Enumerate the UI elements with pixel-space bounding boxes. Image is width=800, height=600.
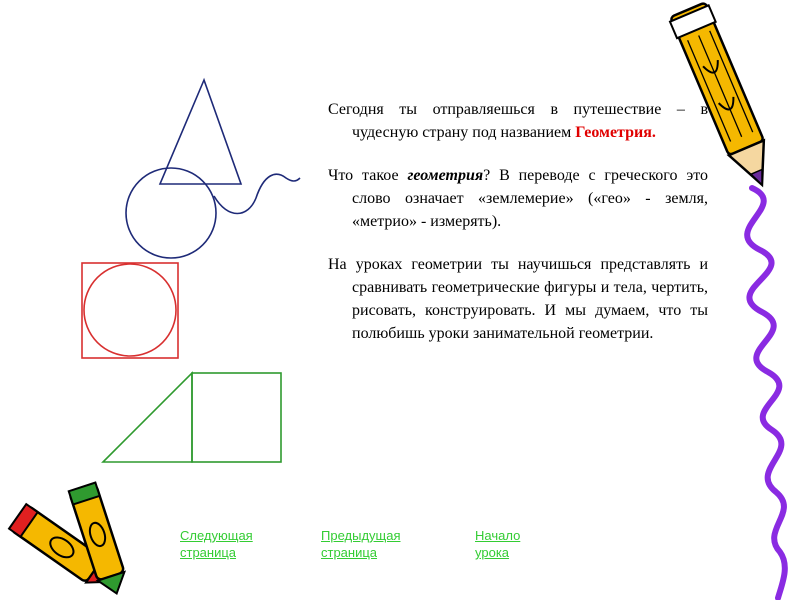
wavy-line xyxy=(214,174,300,213)
start-link-line2: урока xyxy=(475,545,510,560)
definition-rest: ? В переводе с греческого это слово означает «землемерие» («гео» - земля, «метрио» - измерять). xyxy=(352,167,708,230)
green-square xyxy=(192,373,281,462)
green-triangle xyxy=(103,373,192,462)
start-link-line1: Начало xyxy=(475,528,521,543)
next-page-link[interactable] xyxy=(180,527,253,561)
lessons-sentence: На уроках геометрии ты научишься представлять и сравнивать геометрические фигуры и тела, чертить, рисовать, конструировать. И мы думаем, что ты полюбишь уроки занимательной геометрии. xyxy=(328,256,708,342)
square-circle-drawing xyxy=(82,263,178,358)
geometry-term-italic: геометрия xyxy=(407,167,484,184)
next-link-line2: страница xyxy=(180,545,237,560)
red-circle xyxy=(84,264,176,356)
cone-drawing xyxy=(126,80,300,258)
paragraph-definition xyxy=(328,164,708,233)
intro-sentence: Сегодня ты отправляешься в путешествие – в чудесную страну под названием xyxy=(328,101,708,141)
triangle-square-drawing xyxy=(103,373,281,462)
cone-circle xyxy=(126,168,216,258)
definition-start: Что такое xyxy=(328,167,408,184)
prev-link-line2: страница xyxy=(321,545,378,560)
intro-text xyxy=(328,98,708,365)
previous-page-link[interactable] xyxy=(321,527,401,561)
crayons-icon xyxy=(9,483,130,598)
paragraph-intro xyxy=(328,98,708,144)
prev-link-line1: Предыдущая xyxy=(321,528,401,543)
lesson-start-link[interactable] xyxy=(475,527,520,561)
next-link-line1: Следующая xyxy=(180,528,253,543)
purple-squiggle xyxy=(747,188,785,598)
red-square xyxy=(82,263,178,358)
geometry-term-red: Геометрия. xyxy=(575,124,656,141)
paragraph-lessons xyxy=(328,253,708,345)
